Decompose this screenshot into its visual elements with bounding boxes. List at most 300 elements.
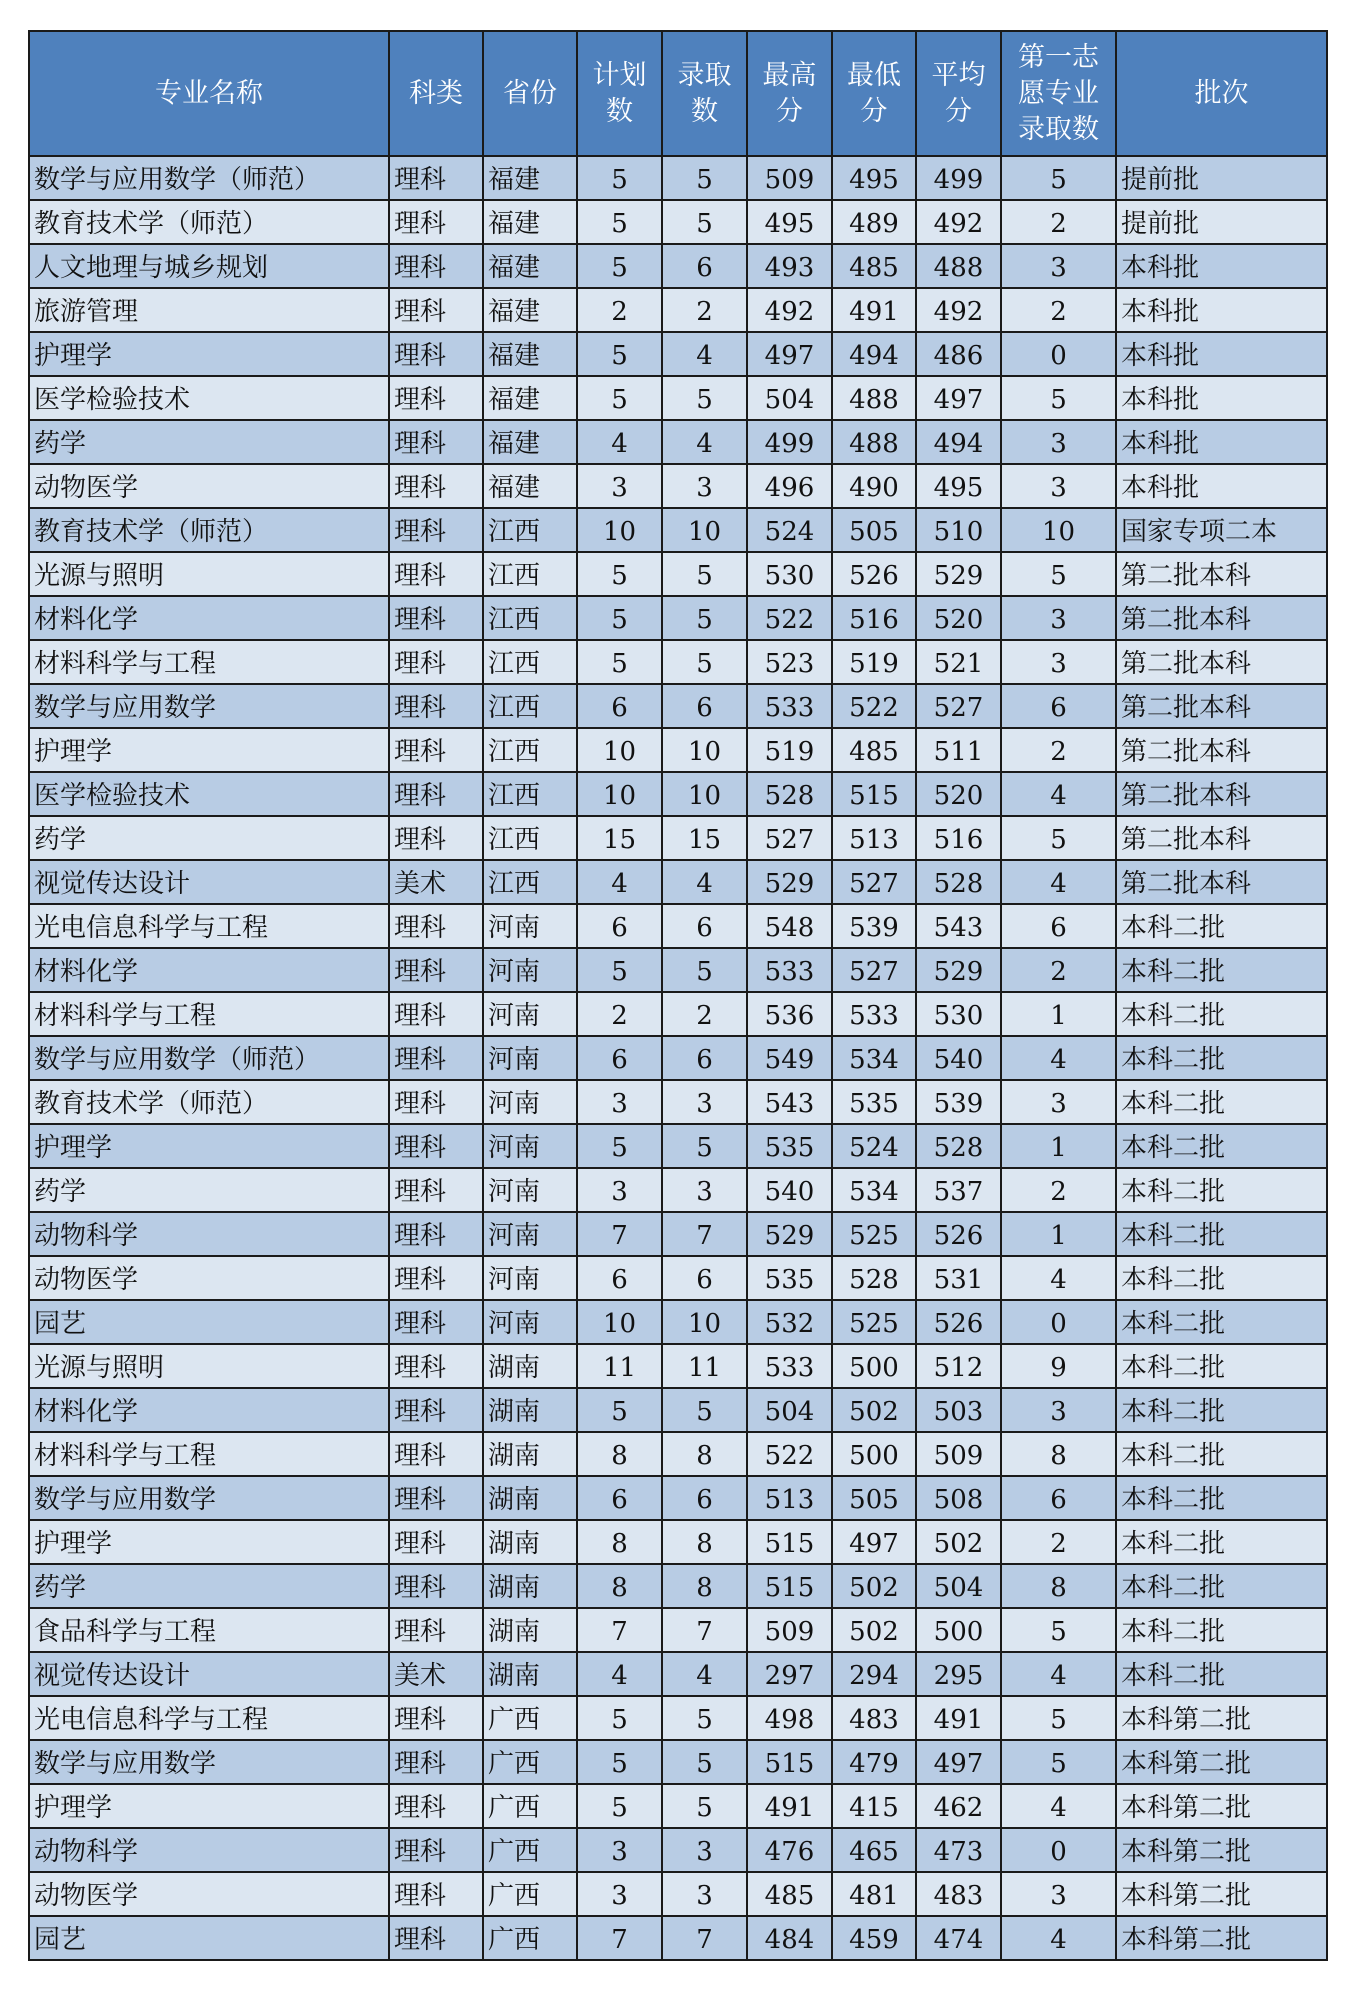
cell-province: 福建	[483, 376, 577, 420]
cell-subject-type: 理科	[389, 508, 483, 552]
cell-max-score: 499	[747, 420, 832, 464]
header-row	[29, 31, 1327, 156]
cell-admitted-count: 10	[662, 772, 747, 816]
cell-max-score: 515	[747, 1520, 832, 1564]
header-first-choice-count: 第一志 愿专业 录取数	[1001, 31, 1116, 156]
cell-avg-score: 295	[916, 1652, 1001, 1696]
cell-major-name: 动物医学	[29, 464, 389, 508]
cell-admitted-count: 3	[662, 1872, 747, 1916]
cell-batch: 本科第二批	[1116, 1784, 1327, 1828]
cell-first-choice-count: 5	[1001, 1608, 1116, 1652]
cell-avg-score: 495	[916, 464, 1001, 508]
cell-admitted-count: 6	[662, 1476, 747, 1520]
cell-major-name: 材料科学与工程	[29, 640, 389, 684]
cell-avg-score: 462	[916, 1784, 1001, 1828]
cell-max-score: 493	[747, 244, 832, 288]
cell-admitted-count: 7	[662, 1212, 747, 1256]
cell-province: 福建	[483, 156, 577, 200]
cell-admitted-count: 5	[662, 1784, 747, 1828]
cell-first-choice-count: 3	[1001, 1388, 1116, 1432]
cell-admitted-count: 5	[662, 156, 747, 200]
table-row	[29, 1256, 1327, 1300]
cell-admitted-count: 7	[662, 1916, 747, 1960]
cell-batch: 本科批	[1116, 376, 1327, 420]
cell-subject-type: 理科	[389, 1784, 483, 1828]
cell-province: 江西	[483, 816, 577, 860]
cell-batch: 提前批	[1116, 200, 1327, 244]
cell-avg-score: 530	[916, 992, 1001, 1036]
cell-major-name: 医学检验技术	[29, 376, 389, 420]
cell-planned-count: 5	[577, 376, 662, 420]
cell-avg-score: 520	[916, 772, 1001, 816]
cell-min-score: 539	[832, 904, 916, 948]
cell-subject-type: 理科	[389, 1212, 483, 1256]
cell-avg-score: 499	[916, 156, 1001, 200]
cell-major-name: 材料科学与工程	[29, 992, 389, 1036]
cell-first-choice-count: 1	[1001, 1212, 1116, 1256]
cell-avg-score: 516	[916, 816, 1001, 860]
cell-first-choice-count: 0	[1001, 332, 1116, 376]
cell-planned-count: 7	[577, 1212, 662, 1256]
cell-subject-type: 理科	[389, 1388, 483, 1432]
cell-subject-type: 理科	[389, 1256, 483, 1300]
cell-major-name: 光源与照明	[29, 1344, 389, 1388]
cell-min-score: 524	[832, 1124, 916, 1168]
cell-province: 河南	[483, 1124, 577, 1168]
cell-province: 江西	[483, 640, 577, 684]
cell-first-choice-count: 3	[1001, 244, 1116, 288]
cell-admitted-count: 4	[662, 1652, 747, 1696]
cell-admitted-count: 4	[662, 860, 747, 904]
header-min-score: 最低 分	[832, 31, 916, 156]
cell-first-choice-count: 3	[1001, 596, 1116, 640]
cell-province: 河南	[483, 992, 577, 1036]
cell-max-score: 519	[747, 728, 832, 772]
table-row	[29, 596, 1327, 640]
cell-first-choice-count: 3	[1001, 420, 1116, 464]
cell-planned-count: 15	[577, 816, 662, 860]
table-row	[29, 1828, 1327, 1872]
table-row	[29, 244, 1327, 288]
cell-subject-type: 理科	[389, 1828, 483, 1872]
cell-max-score: 497	[747, 332, 832, 376]
cell-first-choice-count: 2	[1001, 948, 1116, 992]
cell-first-choice-count: 2	[1001, 728, 1116, 772]
cell-subject-type: 理科	[389, 1608, 483, 1652]
cell-max-score: 535	[747, 1124, 832, 1168]
cell-planned-count: 11	[577, 1344, 662, 1388]
cell-major-name: 护理学	[29, 1520, 389, 1564]
cell-min-score: 525	[832, 1300, 916, 1344]
cell-first-choice-count: 2	[1001, 1168, 1116, 1212]
cell-province: 河南	[483, 1256, 577, 1300]
cell-subject-type: 理科	[389, 948, 483, 992]
cell-min-score: 505	[832, 1476, 916, 1520]
table-row	[29, 860, 1327, 904]
cell-max-score: 484	[747, 1916, 832, 1960]
cell-major-name: 药学	[29, 1168, 389, 1212]
cell-min-score: 415	[832, 1784, 916, 1828]
cell-max-score: 530	[747, 552, 832, 596]
cell-batch: 本科二批	[1116, 1212, 1327, 1256]
cell-min-score: 534	[832, 1168, 916, 1212]
cell-first-choice-count: 4	[1001, 1256, 1116, 1300]
cell-planned-count: 5	[577, 332, 662, 376]
cell-admitted-count: 10	[662, 1300, 747, 1344]
cell-major-name: 材料科学与工程	[29, 1432, 389, 1476]
header-province: 省份	[483, 31, 577, 156]
cell-first-choice-count: 8	[1001, 1564, 1116, 1608]
cell-avg-score: 492	[916, 200, 1001, 244]
cell-batch: 本科二批	[1116, 1476, 1327, 1520]
cell-major-name: 视觉传达设计	[29, 1652, 389, 1696]
cell-batch: 本科第二批	[1116, 1740, 1327, 1784]
cell-first-choice-count: 5	[1001, 552, 1116, 596]
cell-planned-count: 3	[577, 1168, 662, 1212]
cell-avg-score: 528	[916, 1124, 1001, 1168]
cell-batch: 国家专项二本	[1116, 508, 1327, 552]
cell-province: 湖南	[483, 1432, 577, 1476]
cell-batch: 第二批本科	[1116, 728, 1327, 772]
cell-planned-count: 5	[577, 1124, 662, 1168]
cell-batch: 本科批	[1116, 332, 1327, 376]
cell-subject-type: 理科	[389, 464, 483, 508]
cell-major-name: 护理学	[29, 332, 389, 376]
cell-max-score: 536	[747, 992, 832, 1036]
cell-max-score: 523	[747, 640, 832, 684]
cell-planned-count: 5	[577, 244, 662, 288]
cell-major-name: 药学	[29, 1564, 389, 1608]
cell-first-choice-count: 4	[1001, 1036, 1116, 1080]
cell-max-score: 476	[747, 1828, 832, 1872]
cell-planned-count: 10	[577, 728, 662, 772]
cell-min-score: 459	[832, 1916, 916, 1960]
cell-subject-type: 理科	[389, 1432, 483, 1476]
cell-avg-score: 473	[916, 1828, 1001, 1872]
cell-avg-score: 526	[916, 1300, 1001, 1344]
cell-planned-count: 7	[577, 1608, 662, 1652]
cell-province: 江西	[483, 508, 577, 552]
cell-min-score: 489	[832, 200, 916, 244]
cell-first-choice-count: 4	[1001, 1652, 1116, 1696]
header-admitted-count: 录取 数	[662, 31, 747, 156]
cell-min-score: 526	[832, 552, 916, 596]
cell-batch: 本科第二批	[1116, 1872, 1327, 1916]
cell-province: 河南	[483, 1168, 577, 1212]
cell-avg-score: 504	[916, 1564, 1001, 1608]
cell-max-score: 492	[747, 288, 832, 332]
cell-province: 福建	[483, 332, 577, 376]
cell-first-choice-count: 3	[1001, 464, 1116, 508]
cell-avg-score: 543	[916, 904, 1001, 948]
cell-major-name: 教育技术学（师范）	[29, 1080, 389, 1124]
table-row	[29, 552, 1327, 596]
cell-planned-count: 3	[577, 464, 662, 508]
cell-planned-count: 8	[577, 1520, 662, 1564]
table-row	[29, 1652, 1327, 1696]
cell-max-score: 509	[747, 156, 832, 200]
table-row	[29, 816, 1327, 860]
cell-subject-type: 理科	[389, 1564, 483, 1608]
cell-major-name: 动物科学	[29, 1828, 389, 1872]
cell-subject-type: 美术	[389, 1652, 483, 1696]
cell-planned-count: 10	[577, 508, 662, 552]
cell-subject-type: 理科	[389, 640, 483, 684]
cell-first-choice-count: 1	[1001, 1124, 1116, 1168]
cell-planned-count: 2	[577, 992, 662, 1036]
cell-subject-type: 理科	[389, 1080, 483, 1124]
cell-admitted-count: 6	[662, 244, 747, 288]
cell-province: 湖南	[483, 1652, 577, 1696]
cell-max-score: 297	[747, 1652, 832, 1696]
table-row	[29, 1476, 1327, 1520]
cell-first-choice-count: 5	[1001, 1740, 1116, 1784]
cell-province: 河南	[483, 1212, 577, 1256]
cell-batch: 第二批本科	[1116, 816, 1327, 860]
cell-min-score: 513	[832, 816, 916, 860]
cell-first-choice-count: 9	[1001, 1344, 1116, 1388]
table-row	[29, 1036, 1327, 1080]
cell-subject-type: 理科	[389, 244, 483, 288]
cell-batch: 第二批本科	[1116, 640, 1327, 684]
cell-avg-score: 502	[916, 1520, 1001, 1564]
cell-planned-count: 4	[577, 860, 662, 904]
cell-province: 河南	[483, 1300, 577, 1344]
table-row	[29, 1300, 1327, 1344]
cell-avg-score: 526	[916, 1212, 1001, 1256]
table-row	[29, 200, 1327, 244]
cell-subject-type: 理科	[389, 1124, 483, 1168]
cell-batch: 本科二批	[1116, 948, 1327, 992]
cell-subject-type: 理科	[389, 992, 483, 1036]
cell-admitted-count: 5	[662, 1696, 747, 1740]
cell-subject-type: 理科	[389, 420, 483, 464]
cell-planned-count: 3	[577, 1080, 662, 1124]
cell-planned-count: 8	[577, 1432, 662, 1476]
cell-province: 湖南	[483, 1564, 577, 1608]
cell-min-score: 481	[832, 1872, 916, 1916]
cell-max-score: 532	[747, 1300, 832, 1344]
table-row	[29, 1080, 1327, 1124]
cell-avg-score: 486	[916, 332, 1001, 376]
cell-subject-type: 理科	[389, 684, 483, 728]
cell-planned-count: 3	[577, 1828, 662, 1872]
cell-max-score: 485	[747, 1872, 832, 1916]
cell-subject-type: 理科	[389, 596, 483, 640]
cell-max-score: 522	[747, 1432, 832, 1476]
cell-province: 广西	[483, 1828, 577, 1872]
cell-major-name: 视觉传达设计	[29, 860, 389, 904]
table-row	[29, 1212, 1327, 1256]
cell-admitted-count: 3	[662, 1080, 747, 1124]
cell-batch: 本科二批	[1116, 1388, 1327, 1432]
cell-major-name: 动物科学	[29, 1212, 389, 1256]
cell-avg-score: 539	[916, 1080, 1001, 1124]
cell-province: 江西	[483, 552, 577, 596]
cell-major-name: 光电信息科学与工程	[29, 904, 389, 948]
cell-first-choice-count: 5	[1001, 816, 1116, 860]
cell-min-score: 516	[832, 596, 916, 640]
cell-max-score: 533	[747, 948, 832, 992]
table-row	[29, 464, 1327, 508]
cell-batch: 本科二批	[1116, 1300, 1327, 1344]
cell-batch: 本科二批	[1116, 1652, 1327, 1696]
cell-planned-count: 10	[577, 1300, 662, 1344]
cell-max-score: 524	[747, 508, 832, 552]
cell-major-name: 数学与应用数学（师范）	[29, 1036, 389, 1080]
cell-province: 江西	[483, 728, 577, 772]
cell-major-name: 数学与应用数学（师范）	[29, 156, 389, 200]
cell-planned-count: 10	[577, 772, 662, 816]
table-row	[29, 420, 1327, 464]
cell-subject-type: 理科	[389, 1344, 483, 1388]
cell-min-score: 533	[832, 992, 916, 1036]
cell-admitted-count: 6	[662, 1036, 747, 1080]
cell-province: 广西	[483, 1916, 577, 1960]
cell-subject-type: 理科	[389, 1168, 483, 1212]
cell-batch: 本科二批	[1116, 1124, 1327, 1168]
cell-avg-score: 497	[916, 1740, 1001, 1784]
cell-max-score: 491	[747, 1784, 832, 1828]
cell-subject-type: 理科	[389, 200, 483, 244]
cell-province: 湖南	[483, 1388, 577, 1432]
cell-max-score: 498	[747, 1696, 832, 1740]
table-row	[29, 772, 1327, 816]
cell-avg-score: 500	[916, 1608, 1001, 1652]
cell-admitted-count: 5	[662, 1740, 747, 1784]
cell-planned-count: 4	[577, 420, 662, 464]
cell-major-name: 教育技术学（师范）	[29, 508, 389, 552]
cell-province: 福建	[483, 420, 577, 464]
cell-min-score: 294	[832, 1652, 916, 1696]
cell-avg-score: 491	[916, 1696, 1001, 1740]
cell-province: 湖南	[483, 1520, 577, 1564]
cell-province: 河南	[483, 1036, 577, 1080]
header-batch: 批次	[1116, 31, 1327, 156]
cell-subject-type: 理科	[389, 376, 483, 420]
cell-batch: 本科批	[1116, 288, 1327, 332]
cell-batch: 第二批本科	[1116, 552, 1327, 596]
cell-major-name: 旅游管理	[29, 288, 389, 332]
cell-first-choice-count: 3	[1001, 1080, 1116, 1124]
cell-admitted-count: 7	[662, 1608, 747, 1652]
cell-planned-count: 5	[577, 596, 662, 640]
cell-min-score: 479	[832, 1740, 916, 1784]
cell-planned-count: 8	[577, 1564, 662, 1608]
cell-batch: 本科二批	[1116, 904, 1327, 948]
cell-avg-score: 511	[916, 728, 1001, 772]
cell-admitted-count: 6	[662, 1256, 747, 1300]
cell-min-score: 485	[832, 244, 916, 288]
table-row	[29, 288, 1327, 332]
cell-avg-score: 497	[916, 376, 1001, 420]
cell-major-name: 动物医学	[29, 1872, 389, 1916]
cell-avg-score: 527	[916, 684, 1001, 728]
cell-max-score: 515	[747, 1740, 832, 1784]
cell-admitted-count: 3	[662, 464, 747, 508]
cell-max-score: 533	[747, 684, 832, 728]
cell-major-name: 人文地理与城乡规划	[29, 244, 389, 288]
cell-admitted-count: 2	[662, 992, 747, 1036]
cell-first-choice-count: 2	[1001, 288, 1116, 332]
cell-batch: 本科二批	[1116, 1564, 1327, 1608]
cell-admitted-count: 10	[662, 728, 747, 772]
cell-province: 广西	[483, 1696, 577, 1740]
cell-first-choice-count: 3	[1001, 640, 1116, 684]
cell-min-score: 500	[832, 1344, 916, 1388]
cell-avg-score: 512	[916, 1344, 1001, 1388]
cell-first-choice-count: 0	[1001, 1300, 1116, 1344]
cell-avg-score: 503	[916, 1388, 1001, 1432]
cell-first-choice-count: 3	[1001, 1872, 1116, 1916]
cell-major-name: 材料化学	[29, 1388, 389, 1432]
cell-subject-type: 理科	[389, 1696, 483, 1740]
cell-major-name: 药学	[29, 420, 389, 464]
cell-max-score: 504	[747, 376, 832, 420]
cell-batch: 本科二批	[1116, 1432, 1327, 1476]
cell-subject-type: 理科	[389, 816, 483, 860]
cell-avg-score: 474	[916, 1916, 1001, 1960]
table-row	[29, 640, 1327, 684]
cell-planned-count: 6	[577, 904, 662, 948]
header-max-score: 最高 分	[747, 31, 832, 156]
cell-planned-count: 6	[577, 1256, 662, 1300]
cell-avg-score: 531	[916, 1256, 1001, 1300]
cell-planned-count: 4	[577, 1652, 662, 1696]
table-row	[29, 1740, 1327, 1784]
cell-planned-count: 5	[577, 1784, 662, 1828]
cell-province: 广西	[483, 1740, 577, 1784]
cell-first-choice-count: 8	[1001, 1432, 1116, 1476]
cell-province: 福建	[483, 244, 577, 288]
table-row	[29, 156, 1327, 200]
cell-min-score: 522	[832, 684, 916, 728]
cell-first-choice-count: 10	[1001, 508, 1116, 552]
cell-major-name: 医学检验技术	[29, 772, 389, 816]
cell-batch: 本科批	[1116, 420, 1327, 464]
cell-planned-count: 5	[577, 1696, 662, 1740]
cell-max-score: 522	[747, 596, 832, 640]
cell-admitted-count: 3	[662, 1828, 747, 1872]
cell-admitted-count: 5	[662, 552, 747, 596]
table-row	[29, 1784, 1327, 1828]
cell-min-score: 494	[832, 332, 916, 376]
table-row	[29, 1432, 1327, 1476]
cell-province: 湖南	[483, 1608, 577, 1652]
cell-admitted-count: 5	[662, 596, 747, 640]
cell-major-name: 园艺	[29, 1916, 389, 1960]
table-row	[29, 1872, 1327, 1916]
table-row	[29, 1916, 1327, 1960]
cell-admitted-count: 8	[662, 1520, 747, 1564]
cell-max-score: 540	[747, 1168, 832, 1212]
cell-planned-count: 6	[577, 1036, 662, 1080]
cell-first-choice-count: 4	[1001, 1784, 1116, 1828]
cell-province: 河南	[483, 1080, 577, 1124]
cell-major-name: 材料化学	[29, 948, 389, 992]
cell-min-score: 488	[832, 420, 916, 464]
cell-avg-score: 483	[916, 1872, 1001, 1916]
cell-batch: 本科二批	[1116, 1520, 1327, 1564]
cell-major-name: 教育技术学（师范）	[29, 200, 389, 244]
cell-first-choice-count: 2	[1001, 1520, 1116, 1564]
cell-admitted-count: 8	[662, 1432, 747, 1476]
cell-subject-type: 理科	[389, 288, 483, 332]
cell-major-name: 数学与应用数学	[29, 684, 389, 728]
cell-min-score: 490	[832, 464, 916, 508]
table-row	[29, 992, 1327, 1036]
cell-min-score: 495	[832, 156, 916, 200]
